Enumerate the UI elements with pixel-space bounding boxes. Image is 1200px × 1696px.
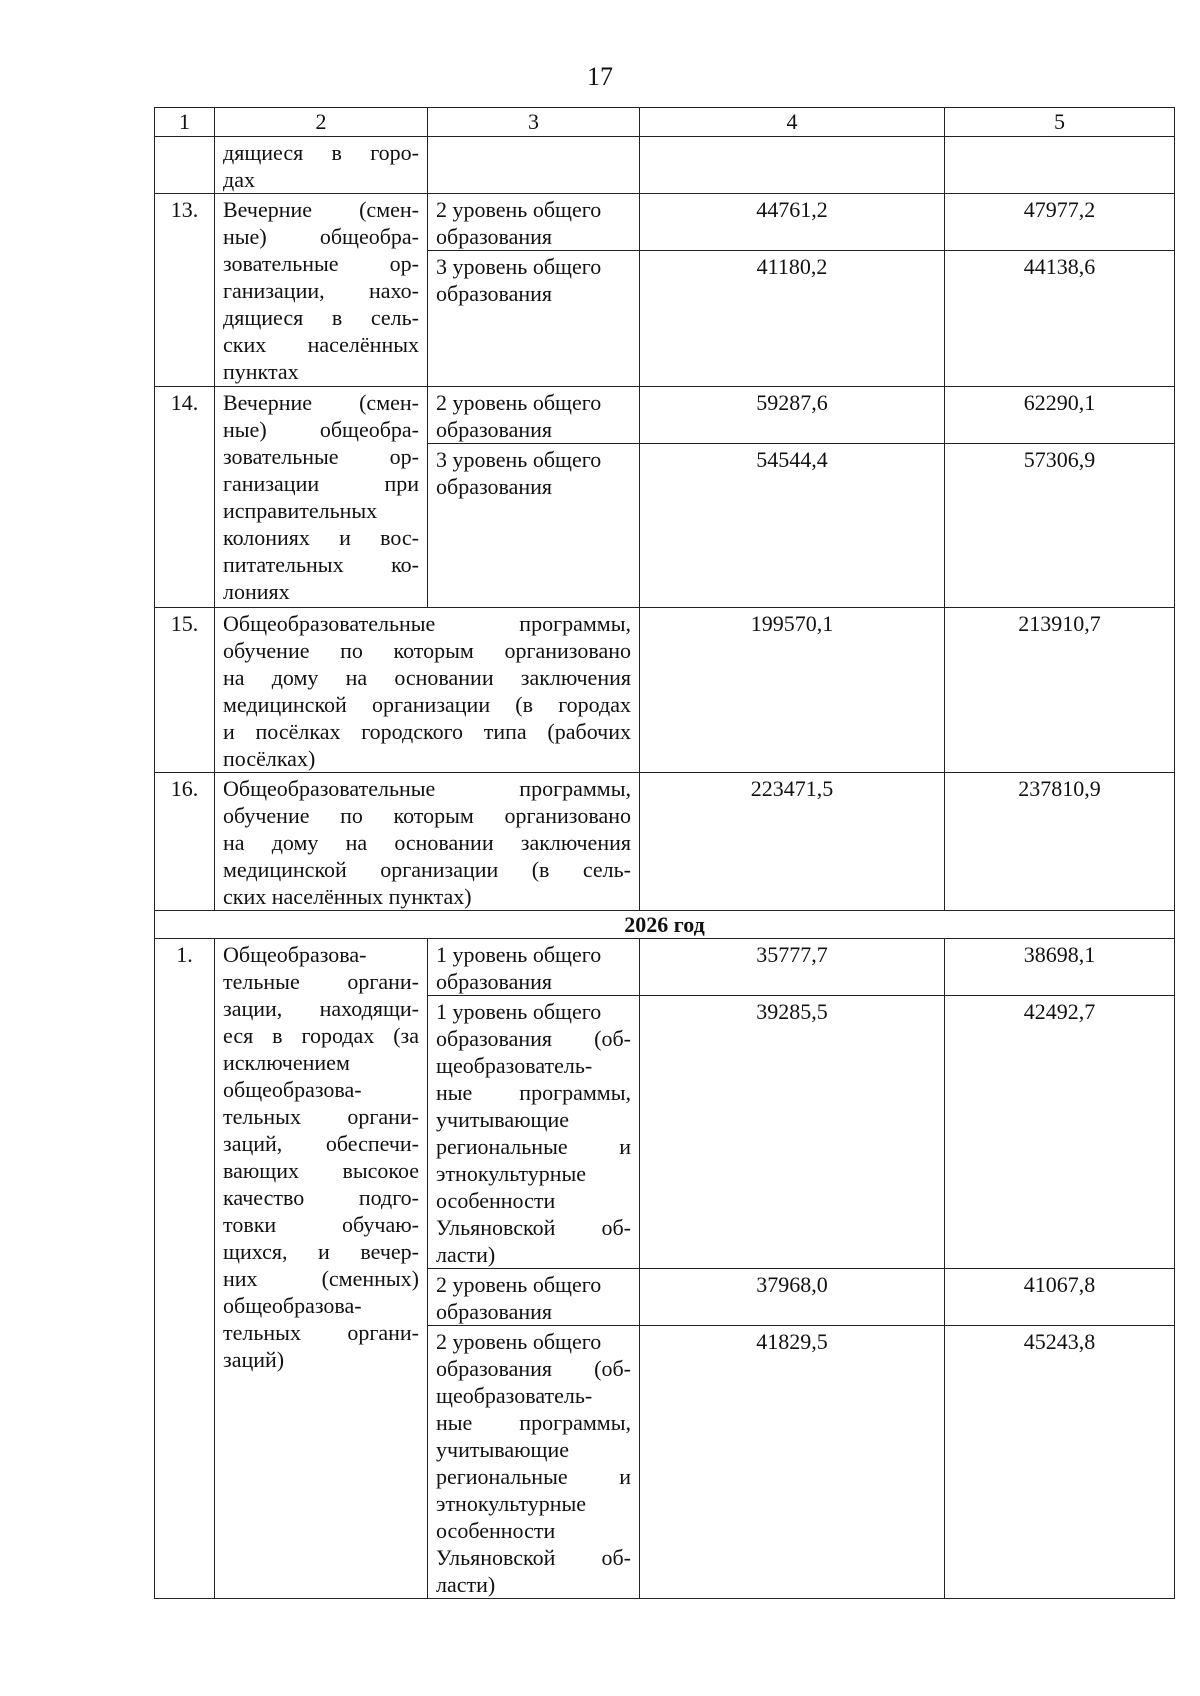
table-row bbox=[155, 387, 1175, 444]
value-col4: 54544,4 bbox=[640, 444, 945, 608]
header-row bbox=[155, 108, 1175, 137]
header-col-2: 2 bbox=[215, 108, 428, 137]
org-name-cell: Общеобразова- тельные органи- зации, находящи- еся в городах (за исключением общеобразова- тельных органи- заций, обеспечи- вающих высокое качество подго- товки обучаю- щихся, и вечер- них (сменных) общеобразова- тельных органи- заций) bbox=[215, 939, 428, 1599]
table-row bbox=[155, 137, 1175, 194]
level-cell: 2 уровень общего образования bbox=[428, 1269, 640, 1326]
value-col5: 42492,7 bbox=[945, 996, 1175, 1269]
value-col5: 47977,2 bbox=[945, 194, 1175, 251]
level-cell: 2 уровень общего образования bbox=[428, 387, 640, 444]
table-row bbox=[155, 773, 1175, 911]
value-col4: 44761,2 bbox=[640, 194, 945, 251]
year-heading: 2026 год bbox=[155, 911, 1175, 939]
table-row bbox=[155, 939, 1175, 996]
header-col-1: 1 bbox=[155, 108, 215, 137]
value-col5: 45243,8 bbox=[945, 1326, 1175, 1599]
value-col5: 237810,9 bbox=[945, 773, 1175, 911]
row-number: 13. bbox=[155, 194, 215, 387]
value-col5: 57306,9 bbox=[945, 444, 1175, 608]
program-cell: Общеобразовательные программы, обучение по которым организовано на дому на основании заключения медицинской организации (в городах и посёлках городского типа (рабочих посёлках) bbox=[215, 608, 640, 773]
value-col4: 35777,7 bbox=[640, 939, 945, 996]
level-cell: 2 уровень общего образования (об- щеобразователь- ные программы, учитывающие региональные и этнокультурные особенности Ульяновской об- ласти) bbox=[428, 1326, 640, 1599]
level-cell: 2 уровень общего образования bbox=[428, 194, 640, 251]
table-row bbox=[155, 194, 1175, 251]
table-row bbox=[155, 608, 1175, 773]
value-col4: 41180,2 bbox=[640, 251, 945, 387]
value-col5: 38698,1 bbox=[945, 939, 1175, 996]
org-name-cell: Вечерние (смен- ные) общеобра- зовательные ор- ганизации, нахо- дящиеся в сель- ских населённых пунктах bbox=[215, 194, 428, 387]
level-cell: 1 уровень общего образования bbox=[428, 939, 640, 996]
org-name-cell: Вечерние (смен- ные) общеобра- зовательные ор- ганизации при исправительных колониях и вос- питательных ко- лониях bbox=[215, 387, 428, 608]
value-col5: 213910,7 bbox=[945, 608, 1175, 773]
header-col-3: 3 bbox=[428, 108, 640, 137]
value-col4: 39285,5 bbox=[640, 996, 945, 1269]
value-col4: 223471,5 bbox=[640, 773, 945, 911]
value-col4: 41829,5 bbox=[640, 1326, 945, 1599]
value-col5: 44138,6 bbox=[945, 251, 1175, 387]
value-col5: 41067,8 bbox=[945, 1269, 1175, 1326]
value-col5: 62290,1 bbox=[945, 387, 1175, 444]
header-col-4: 4 bbox=[640, 108, 945, 137]
org-name-cell: дящиеся в горо- дах bbox=[215, 137, 428, 194]
value-col4: 59287,6 bbox=[640, 387, 945, 444]
row-number: 1. bbox=[155, 939, 215, 1599]
header-col-5: 5 bbox=[945, 108, 1175, 137]
page-number: 17 bbox=[587, 62, 613, 91]
level-cell: 1 уровень общего образования (об- щеобразователь- ные программы, учитывающие региональные и этнокультурные особенности Ульяновской об- ласти) bbox=[428, 996, 640, 1269]
program-cell: Общеобразовательные программы, обучение по которым организовано на дому на основании заключения медицинской организации (в сель- ских населённых пунктах) bbox=[215, 773, 640, 911]
value-col4: 37968,0 bbox=[640, 1269, 945, 1326]
level-cell: 3 уровень общего образования bbox=[428, 444, 640, 608]
year-heading-row bbox=[155, 911, 1175, 939]
tariff-table bbox=[154, 107, 1175, 1599]
row-number: 16. bbox=[155, 773, 215, 911]
level-cell: 3 уровень общего образования bbox=[428, 251, 640, 387]
value-col4: 199570,1 bbox=[640, 608, 945, 773]
row-number: 15. bbox=[155, 608, 215, 773]
row-number: 14. bbox=[155, 387, 215, 608]
